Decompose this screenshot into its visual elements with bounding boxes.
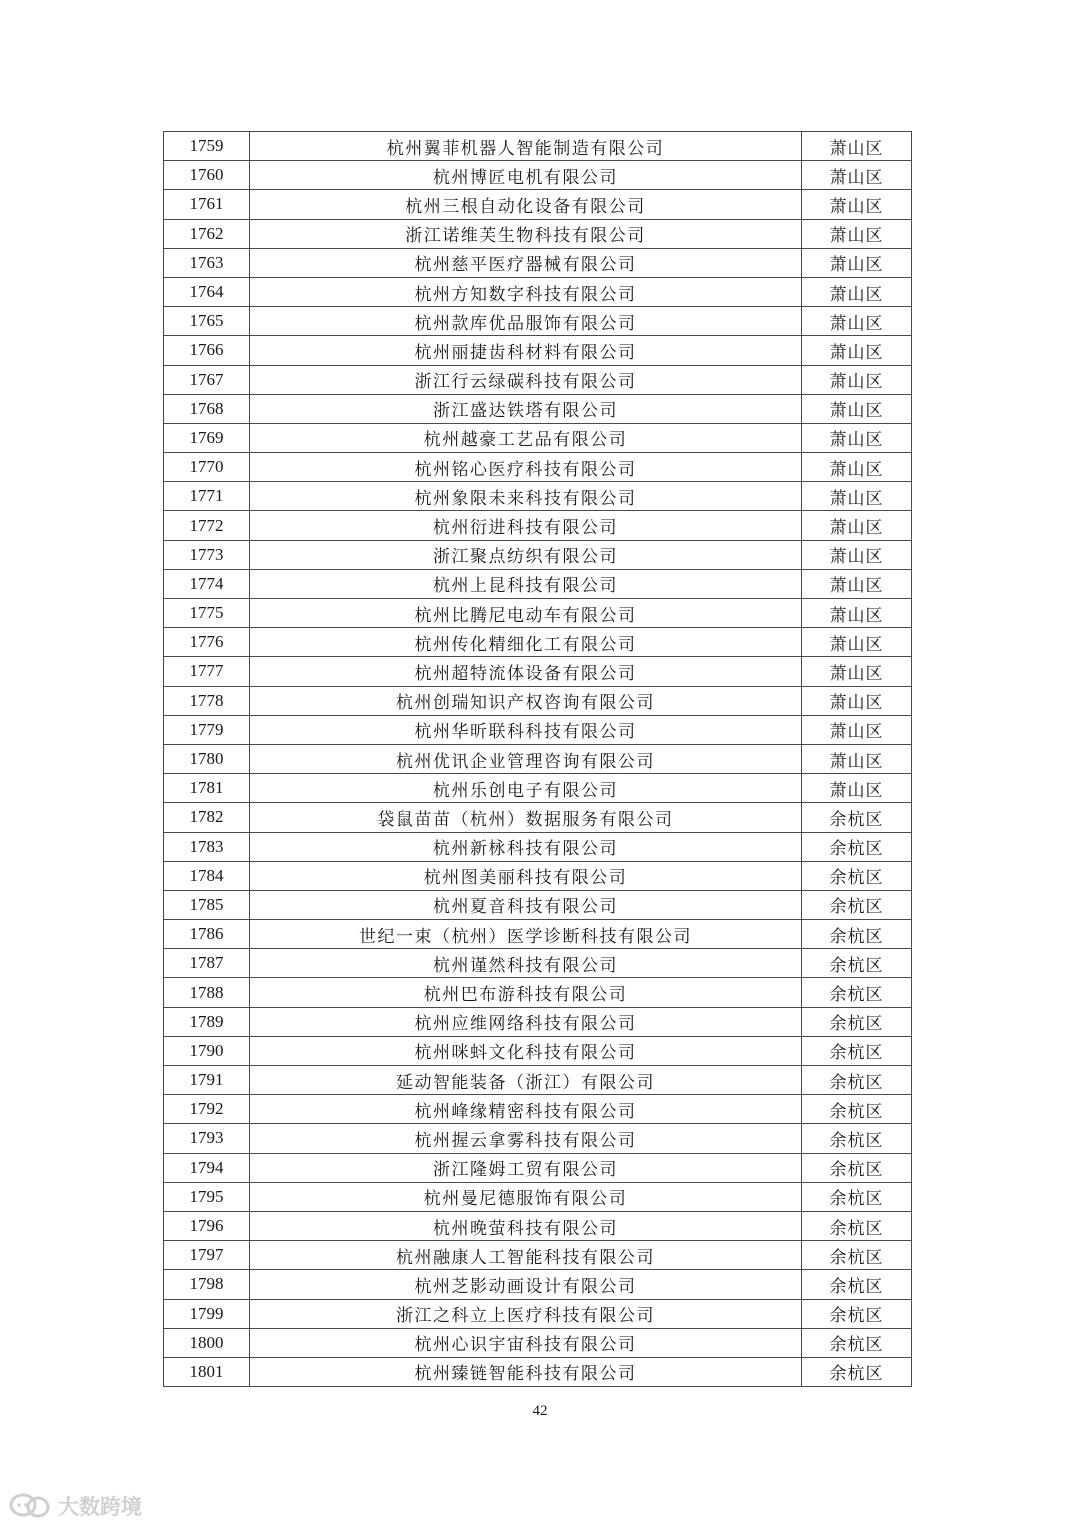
company-name: 浙江盛达铁塔有限公司 bbox=[250, 394, 802, 423]
row-number: 1796 bbox=[164, 1211, 250, 1240]
district: 萧山区 bbox=[802, 540, 912, 569]
district: 萧山区 bbox=[802, 248, 912, 277]
company-name: 浙江行云绿碳科技有限公司 bbox=[250, 365, 802, 394]
district: 余杭区 bbox=[802, 1095, 912, 1124]
row-number: 1771 bbox=[164, 482, 250, 511]
table-row bbox=[164, 1066, 912, 1095]
company-table bbox=[163, 131, 912, 1387]
district: 萧山区 bbox=[802, 132, 912, 161]
company-name: 杭州乐创电子有限公司 bbox=[250, 774, 802, 803]
row-number: 1786 bbox=[164, 920, 250, 949]
company-name: 杭州芝影动画设计有限公司 bbox=[250, 1270, 802, 1299]
row-number: 1764 bbox=[164, 277, 250, 306]
district: 余杭区 bbox=[802, 1036, 912, 1065]
table-row bbox=[164, 1182, 912, 1211]
district: 萧山区 bbox=[802, 511, 912, 540]
company-name: 杭州图美丽科技有限公司 bbox=[250, 861, 802, 890]
table-row bbox=[164, 978, 912, 1007]
page-number: 42 bbox=[532, 1403, 548, 1419]
district: 余杭区 bbox=[802, 803, 912, 832]
company-name: 延动智能装备（浙江）有限公司 bbox=[250, 1066, 802, 1095]
district: 余杭区 bbox=[802, 978, 912, 1007]
district: 余杭区 bbox=[802, 890, 912, 919]
district: 余杭区 bbox=[802, 1066, 912, 1095]
row-number: 1792 bbox=[164, 1095, 250, 1124]
district: 萧山区 bbox=[802, 744, 912, 773]
row-number: 1794 bbox=[164, 1153, 250, 1182]
row-number: 1798 bbox=[164, 1270, 250, 1299]
company-name: 杭州融康人工智能科技有限公司 bbox=[250, 1241, 802, 1270]
row-number: 1774 bbox=[164, 569, 250, 598]
row-number: 1791 bbox=[164, 1066, 250, 1095]
district: 萧山区 bbox=[802, 686, 912, 715]
row-number: 1763 bbox=[164, 248, 250, 277]
district: 萧山区 bbox=[802, 190, 912, 219]
district: 余杭区 bbox=[802, 1241, 912, 1270]
company-name: 杭州新栐科技有限公司 bbox=[250, 832, 802, 861]
district: 萧山区 bbox=[802, 569, 912, 598]
table-row bbox=[164, 511, 912, 540]
table-row bbox=[164, 890, 912, 919]
district: 萧山区 bbox=[802, 774, 912, 803]
company-name: 杭州心识宇宙科技有限公司 bbox=[250, 1328, 802, 1357]
table-row bbox=[164, 190, 912, 219]
company-name: 杭州方知数字科技有限公司 bbox=[250, 277, 802, 306]
table-row bbox=[164, 132, 912, 161]
table-row bbox=[164, 1328, 912, 1357]
row-number: 1766 bbox=[164, 336, 250, 365]
table-row bbox=[164, 920, 912, 949]
table-row bbox=[164, 628, 912, 657]
district: 萧山区 bbox=[802, 715, 912, 744]
row-number: 1782 bbox=[164, 803, 250, 832]
company-table-body bbox=[164, 132, 912, 1387]
district: 萧山区 bbox=[802, 219, 912, 248]
company-name: 杭州咪蚪文化科技有限公司 bbox=[250, 1036, 802, 1065]
company-name: 杭州优讯企业管理咨询有限公司 bbox=[250, 744, 802, 773]
district: 萧山区 bbox=[802, 307, 912, 336]
district: 余杭区 bbox=[802, 832, 912, 861]
row-number: 1783 bbox=[164, 832, 250, 861]
table-row bbox=[164, 832, 912, 861]
table-row bbox=[164, 1211, 912, 1240]
company-name: 杭州谨然科技有限公司 bbox=[250, 949, 802, 978]
table-row bbox=[164, 1036, 912, 1065]
table-row bbox=[164, 482, 912, 511]
district: 萧山区 bbox=[802, 482, 912, 511]
district: 余杭区 bbox=[802, 920, 912, 949]
table-row bbox=[164, 1007, 912, 1036]
table-row bbox=[164, 774, 912, 803]
row-number: 1768 bbox=[164, 394, 250, 423]
district: 余杭区 bbox=[802, 949, 912, 978]
row-number: 1784 bbox=[164, 861, 250, 890]
table-row bbox=[164, 1270, 912, 1299]
table-row bbox=[164, 744, 912, 773]
district: 余杭区 bbox=[802, 1357, 912, 1386]
company-name: 杭州创瑞知识产权咨询有限公司 bbox=[250, 686, 802, 715]
table-row bbox=[164, 365, 912, 394]
row-number: 1767 bbox=[164, 365, 250, 394]
table-row bbox=[164, 1153, 912, 1182]
row-number: 1777 bbox=[164, 657, 250, 686]
row-number: 1781 bbox=[164, 774, 250, 803]
table-row bbox=[164, 1095, 912, 1124]
table-row bbox=[164, 1124, 912, 1153]
district: 萧山区 bbox=[802, 277, 912, 306]
table-row bbox=[164, 423, 912, 452]
company-name: 杭州应维网络科技有限公司 bbox=[250, 1007, 802, 1036]
row-number: 1775 bbox=[164, 599, 250, 628]
district: 余杭区 bbox=[802, 1153, 912, 1182]
district: 余杭区 bbox=[802, 1211, 912, 1240]
district: 萧山区 bbox=[802, 599, 912, 628]
company-name: 杭州峰缘精密科技有限公司 bbox=[250, 1095, 802, 1124]
company-name: 杭州晚萤科技有限公司 bbox=[250, 1211, 802, 1240]
company-name: 杭州传化精细化工有限公司 bbox=[250, 628, 802, 657]
row-number: 1769 bbox=[164, 423, 250, 452]
company-name: 浙江之科立上医疗科技有限公司 bbox=[250, 1299, 802, 1328]
table-row bbox=[164, 161, 912, 190]
district: 萧山区 bbox=[802, 336, 912, 365]
table-row bbox=[164, 1357, 912, 1386]
district: 余杭区 bbox=[802, 1328, 912, 1357]
district: 余杭区 bbox=[802, 1182, 912, 1211]
table-row bbox=[164, 1299, 912, 1328]
table-row bbox=[164, 599, 912, 628]
table-row bbox=[164, 569, 912, 598]
company-name: 杭州握云拿雾科技有限公司 bbox=[250, 1124, 802, 1153]
company-name: 杭州翼菲机器人智能制造有限公司 bbox=[250, 132, 802, 161]
company-name: 袋鼠苗苗（杭州）数据服务有限公司 bbox=[250, 803, 802, 832]
row-number: 1779 bbox=[164, 715, 250, 744]
row-number: 1799 bbox=[164, 1299, 250, 1328]
table-row bbox=[164, 219, 912, 248]
company-name: 杭州比腾尼电动车有限公司 bbox=[250, 599, 802, 628]
table-row bbox=[164, 248, 912, 277]
row-number: 1785 bbox=[164, 890, 250, 919]
table-row bbox=[164, 861, 912, 890]
company-name: 杭州象限未来科技有限公司 bbox=[250, 482, 802, 511]
row-number: 1765 bbox=[164, 307, 250, 336]
district: 余杭区 bbox=[802, 861, 912, 890]
row-number: 1789 bbox=[164, 1007, 250, 1036]
chat-bubbles-icon bbox=[8, 1491, 52, 1521]
company-name: 浙江聚点纺织有限公司 bbox=[250, 540, 802, 569]
row-number: 1797 bbox=[164, 1241, 250, 1270]
row-number: 1790 bbox=[164, 1036, 250, 1065]
table-row bbox=[164, 715, 912, 744]
district: 萧山区 bbox=[802, 453, 912, 482]
table-row bbox=[164, 686, 912, 715]
row-number: 1759 bbox=[164, 132, 250, 161]
company-name: 杭州越豪工艺品有限公司 bbox=[250, 423, 802, 452]
row-number: 1801 bbox=[164, 1357, 250, 1386]
district: 余杭区 bbox=[802, 1007, 912, 1036]
table-row bbox=[164, 453, 912, 482]
company-name: 杭州曼尼德服饰有限公司 bbox=[250, 1182, 802, 1211]
row-number: 1800 bbox=[164, 1328, 250, 1357]
row-number: 1778 bbox=[164, 686, 250, 715]
table-row bbox=[164, 540, 912, 569]
company-name: 杭州慈平医疗器械有限公司 bbox=[250, 248, 802, 277]
company-name: 杭州款库优品服饰有限公司 bbox=[250, 307, 802, 336]
company-name: 世纪一束（杭州）医学诊断科技有限公司 bbox=[250, 920, 802, 949]
row-number: 1762 bbox=[164, 219, 250, 248]
company-name: 杭州衍进科技有限公司 bbox=[250, 511, 802, 540]
district: 萧山区 bbox=[802, 365, 912, 394]
district: 余杭区 bbox=[802, 1124, 912, 1153]
company-name: 杭州丽捷齿科材料有限公司 bbox=[250, 336, 802, 365]
company-name: 杭州巴布游科技有限公司 bbox=[250, 978, 802, 1007]
row-number: 1761 bbox=[164, 190, 250, 219]
table-row bbox=[164, 657, 912, 686]
district: 余杭区 bbox=[802, 1299, 912, 1328]
district: 萧山区 bbox=[802, 628, 912, 657]
district: 萧山区 bbox=[802, 394, 912, 423]
company-name: 杭州夏音科技有限公司 bbox=[250, 890, 802, 919]
table-row bbox=[164, 277, 912, 306]
row-number: 1770 bbox=[164, 453, 250, 482]
row-number: 1788 bbox=[164, 978, 250, 1007]
district: 萧山区 bbox=[802, 423, 912, 452]
table-row bbox=[164, 394, 912, 423]
row-number: 1776 bbox=[164, 628, 250, 657]
company-name: 杭州博匠电机有限公司 bbox=[250, 161, 802, 190]
company-name: 浙江诺维芙生物科技有限公司 bbox=[250, 219, 802, 248]
watermark-text: 大数跨境 bbox=[58, 1495, 142, 1519]
company-name: 杭州三根自动化设备有限公司 bbox=[250, 190, 802, 219]
table-row bbox=[164, 1241, 912, 1270]
company-name: 杭州华昕联科科技有限公司 bbox=[250, 715, 802, 744]
row-number: 1793 bbox=[164, 1124, 250, 1153]
row-number: 1773 bbox=[164, 540, 250, 569]
table-row bbox=[164, 307, 912, 336]
row-number: 1787 bbox=[164, 949, 250, 978]
table-row bbox=[164, 949, 912, 978]
company-name: 杭州臻链智能科技有限公司 bbox=[250, 1357, 802, 1386]
company-name: 杭州超特流体设备有限公司 bbox=[250, 657, 802, 686]
district: 萧山区 bbox=[802, 161, 912, 190]
company-name: 杭州铭心医疗科技有限公司 bbox=[250, 453, 802, 482]
watermark bbox=[8, 1489, 142, 1523]
row-number: 1772 bbox=[164, 511, 250, 540]
table-row bbox=[164, 803, 912, 832]
row-number: 1795 bbox=[164, 1182, 250, 1211]
company-name: 杭州上昆科技有限公司 bbox=[250, 569, 802, 598]
row-number: 1760 bbox=[164, 161, 250, 190]
table-row bbox=[164, 336, 912, 365]
district: 余杭区 bbox=[802, 1270, 912, 1299]
row-number: 1780 bbox=[164, 744, 250, 773]
company-name: 浙江隆姆工贸有限公司 bbox=[250, 1153, 802, 1182]
district: 萧山区 bbox=[802, 657, 912, 686]
